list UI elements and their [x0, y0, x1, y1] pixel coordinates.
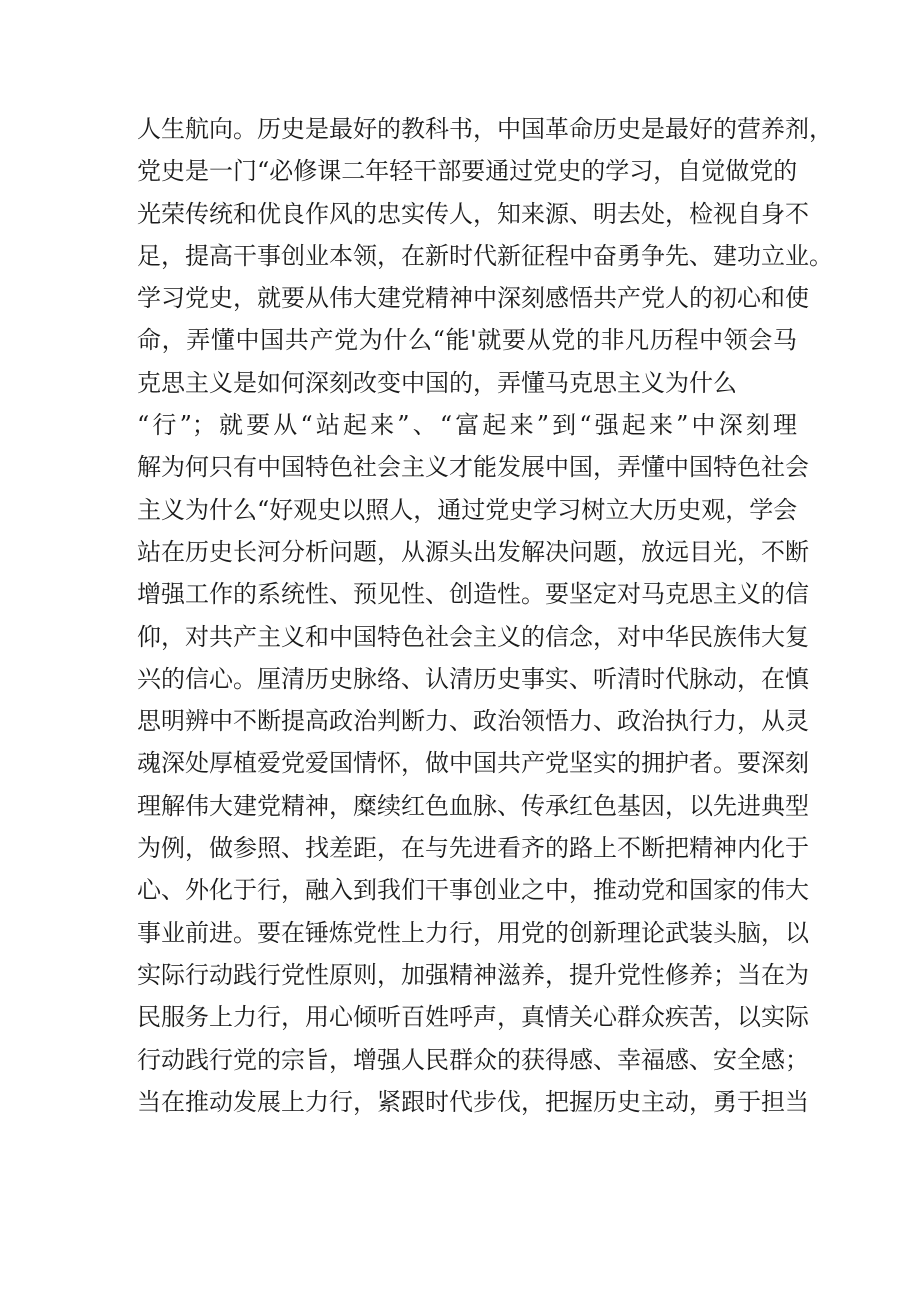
text-line: 兴的信心。厘清历史脉络、认清历史事实、听清时代脉动，在慎 — [137, 664, 809, 693]
text-line: 行动践行党的宗旨，增强人民群众的获得感、幸福感、安全感； — [137, 1045, 809, 1074]
text-line: 实际行动践行党性原则，加强精神滋养，提升党性修养；当在为 — [137, 960, 809, 989]
text-line: 党史是一门“必修课二年轻干部要通过党史的学习，自觉做党的 — [137, 157, 798, 186]
text-line: 增强工作的系统性、预见性、创造性。要坚定对马克思主义的信 — [137, 580, 809, 609]
text-line: 心、外化于行，融入到我们干事创业之中，推动党和国家的伟大 — [137, 876, 809, 905]
text-line: 魂深处厚植爱党爱国情怀，做中国共产党坚实的拥护者。要深刻 — [137, 749, 809, 778]
text-line: 仰，对共产主义和中国特色社会主义的信念，对中华民族伟大复 — [137, 622, 809, 651]
text-line: 人生航向。历史是最好的教科书，中国革命历史是最好的营养剂， — [137, 115, 833, 143]
text-line: 为例，做参照、找差距，在与先进看齐的路上不断把精神内化于 — [137, 834, 809, 863]
text-line: 思明辨中不断提高政治判断力、政治领悟力、政治执行力，从灵 — [137, 707, 809, 736]
text-line: 足，提高干事创业本领，在新时代新征程中奋勇争先、建功立业。 — [137, 241, 833, 270]
text-line: 克思主义是如何深刻改变中国的，弄懂马克思主义为什么 — [137, 368, 737, 397]
text-line: “行”；就要从“站起来”、“富起来”到“强起来”中深刻理 — [137, 411, 797, 440]
text-line: 民服务上力行，用心倾听百姓呼声，真情关心群众疾苦，以实际 — [137, 1003, 809, 1032]
text-line: 理解伟大建党精神，糜续红色血脉、传承红色基因，以先进典型 — [137, 791, 809, 820]
body-text — [137, 108, 833, 1123]
text-line: 事业前进。要在锤炼党性上力行，用党的创新理论武装头脑，以 — [137, 918, 809, 947]
text-line: 命，弄懂中国共产党为什么“能'就要从党的非凡历程中领会马 — [137, 326, 797, 355]
text-line: 解为何只有中国特色社会主义才能发展中国，弄懂中国特色社会 — [137, 453, 809, 482]
text-line: 当在推动发展上力行，紧跟时代步伐，把握历史主动，勇于担当 — [137, 1087, 809, 1116]
text-line: 站在历史长河分析问题，从源头出发解决问题，放远目光，不断 — [137, 537, 809, 566]
text-line: 学习党史，就要从伟大建党精神中深刻感悟共产党人的初心和使 — [137, 284, 809, 313]
text-line: 光荣传统和优良作风的忠实传人，知来源、明去处，检视自身不 — [137, 199, 809, 228]
text-line: 主义为什么“好观史以照人，通过党史学习树立大历史观，学会 — [137, 495, 798, 524]
